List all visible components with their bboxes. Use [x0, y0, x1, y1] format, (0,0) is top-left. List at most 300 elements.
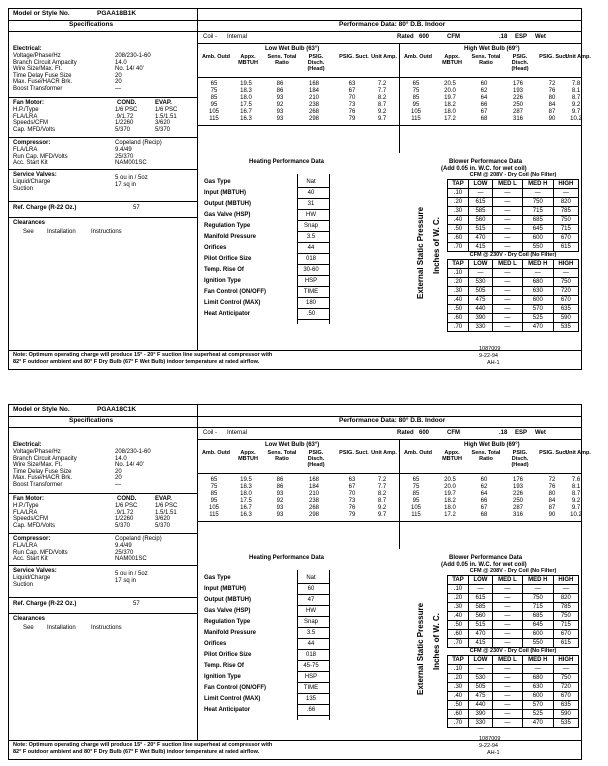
blower-cell: 630	[522, 682, 553, 691]
heat-item: Pilot Orifice Size	[204, 652, 252, 658]
cool-high-cell: 10.2	[570, 512, 582, 518]
heat-value: 135	[305, 696, 316, 702]
heat-item: Heat Anticipator	[204, 707, 251, 713]
cool-header: Appx. MBTUH	[442, 54, 462, 66]
fan-item: H.P./Type	[13, 503, 39, 509]
heat-value: 44	[307, 245, 315, 251]
fan-item: FLA/LRA	[13, 509, 38, 516]
rated-label: Rated	[397, 430, 414, 436]
blower-cell: 585	[468, 206, 492, 215]
rule	[297, 682, 329, 683]
blower-header: TAP	[448, 575, 469, 584]
heat-value: Snap	[303, 619, 318, 625]
comp-value: 25/370	[115, 153, 134, 160]
fan-item: Speeds/CFM	[13, 516, 49, 522]
rated-value: 600	[419, 34, 430, 40]
fan-evap-value: 5/370	[155, 522, 171, 529]
cool-low-cell: 93	[276, 491, 284, 497]
blower-grid	[447, 179, 579, 252]
blower-cell: —	[492, 206, 522, 215]
blower-table	[447, 649, 579, 728]
esp-label: ESP	[515, 34, 528, 40]
blower-cell: —	[492, 242, 522, 251]
heat-item: Ignition Type	[204, 278, 241, 284]
blower-cell: —	[492, 620, 522, 629]
cool-high-cell: 193	[512, 484, 523, 490]
blower-cell: 715	[522, 206, 553, 215]
blower-cell: —	[492, 709, 522, 718]
cool-high-cell: 18.0	[444, 505, 456, 511]
fan-cond-value: 1/2260	[115, 516, 134, 522]
blower-row	[448, 242, 579, 251]
divider	[297, 174, 298, 324]
blower-row	[448, 638, 579, 647]
cool-low-cell: 86	[276, 81, 284, 87]
spec-sheet-card-1	[8, 8, 591, 370]
blower-cell: —	[492, 691, 522, 700]
cool-high-cell: 68	[480, 116, 488, 122]
blower-cell: .20	[448, 277, 469, 286]
heat-item: Output (MBTUH)	[204, 201, 251, 207]
rule	[297, 242, 329, 243]
cool-high-cell: 250	[512, 102, 523, 108]
blower-cell: .10	[448, 584, 469, 593]
esp-value: .18	[499, 430, 508, 436]
blower-cell: .30	[448, 286, 469, 295]
cool-low-cell: 18.0	[240, 95, 252, 101]
comp-value: NAM001SC	[115, 556, 147, 562]
divider	[399, 439, 400, 549]
blower-cell: .70	[448, 718, 469, 727]
cool-high-cell: 105	[410, 505, 421, 511]
ref-label: Ref. Charge (R-22 Oz.)	[13, 205, 77, 211]
divider	[197, 9, 198, 351]
heat-value: .66	[306, 707, 316, 713]
cool-high-cell: 176	[512, 477, 523, 483]
blower-header-row	[448, 655, 579, 664]
note-line-1: Note: Optimum operating charge will produce 15° - 20° F suction line superheat at compressor with	[13, 742, 273, 749]
blower-header: LOW	[468, 179, 492, 188]
cool-low-cell: 7.7	[377, 88, 387, 94]
valves-title: Service Valves:	[13, 172, 57, 178]
blower-cell: 415	[468, 242, 492, 251]
blower-cell: —	[553, 268, 578, 277]
blower-cell: .60	[448, 233, 469, 242]
heat-value: HSP	[304, 278, 318, 284]
heat-item: Ignition Type	[204, 674, 241, 680]
comp-value: 25/370	[115, 549, 134, 556]
heat-value: 45-75	[303, 663, 319, 669]
blower-row	[448, 322, 579, 331]
cool-high-cell: 64	[480, 491, 488, 497]
blower-cell: .60	[448, 709, 469, 718]
rule	[197, 77, 581, 78]
rule	[297, 198, 329, 199]
clear-instr2: Instructions	[91, 625, 122, 631]
electrical-item: Max. Fuse/HACR Brk.	[13, 79, 73, 85]
coil-label: Coil -	[203, 34, 218, 40]
fan-cond-value: 5/370	[115, 522, 131, 529]
blower-cell: 330	[468, 322, 492, 331]
blower-cell: 615	[553, 242, 578, 251]
clear-title: Clearances	[13, 616, 46, 622]
cool-low-cell: 7.7	[377, 484, 387, 490]
divider	[297, 570, 298, 720]
coil-value: Internal	[227, 430, 248, 436]
code-1: 1087009	[479, 346, 501, 353]
heat-value: 180	[305, 300, 316, 306]
blower-cell: 750	[553, 673, 578, 682]
fan-evap-value: 1/6 PSC	[155, 503, 178, 509]
perf-title: Performance Data: 80° D.B. Indoor	[339, 21, 446, 28]
cool-low-cell: 93	[276, 109, 284, 115]
divider	[329, 174, 330, 324]
blower-cell: 685	[522, 215, 553, 224]
blower-cell: 680	[522, 277, 553, 286]
blower-cell: 750	[553, 611, 578, 620]
blower-row	[448, 313, 579, 322]
blower-cell: .10	[448, 268, 469, 277]
wc-vertical: Inches of W. C.	[432, 217, 441, 274]
cool-high-cell: 226	[512, 491, 523, 497]
cool-low-cell: 9.2	[377, 505, 387, 511]
rule	[297, 264, 329, 265]
clear-instr: Installation	[47, 229, 76, 235]
fan-cond-value: 5/370	[115, 126, 131, 133]
blower-row	[448, 664, 579, 673]
blower-cell: .40	[448, 295, 469, 304]
comp-item: FLA/LRA	[13, 543, 38, 549]
heat-item: Temp. Rise Of	[204, 663, 244, 669]
blower-cell: 475	[468, 295, 492, 304]
electrical-item: Voltage/Phase/Hz	[13, 53, 61, 59]
blower-cell: —	[492, 664, 522, 673]
heat-item: Pilot Orifice Size	[204, 256, 252, 262]
low-wet-bulb: Low Wet Bulb (63°)	[265, 442, 320, 448]
heat-title: Heating Performance Data	[249, 159, 325, 165]
cool-low-cell: 76	[348, 109, 356, 115]
blower-row	[448, 295, 579, 304]
electrical-value: —	[115, 85, 121, 92]
cool-high-cell: 66	[480, 102, 488, 108]
cool-low-cell: 8.7	[377, 102, 387, 108]
rule	[297, 704, 329, 705]
heat-item: Regulation Type	[204, 619, 251, 625]
heat-value: 44	[307, 641, 315, 647]
blower-header: LOW	[468, 575, 492, 584]
blower-row	[448, 629, 579, 638]
blower-grid	[447, 575, 579, 648]
cool-high-cell: 8.1	[571, 484, 581, 490]
fan-evap-value: 1/6 PSC	[155, 107, 178, 113]
cool-high-cell: 87	[548, 505, 556, 511]
blower-cell: —	[492, 215, 522, 224]
coil-label: Coil -	[203, 430, 218, 436]
perf-title: Performance Data: 80° D.B. Indoor	[339, 417, 446, 424]
heat-item: Gas Type	[204, 575, 231, 581]
code-3: AH-1	[487, 360, 500, 367]
valves-value: 5 ou in / 5oz	[115, 175, 148, 181]
blower-cell: —	[492, 673, 522, 682]
cool-high-cell: 17.2	[444, 116, 456, 122]
cool-high-cell: 67	[480, 109, 488, 115]
clear-see: See	[23, 625, 34, 631]
blower-cell: —	[492, 277, 522, 286]
blower-table-title: CFM @ 208V - Dry Coil (No Filter)	[469, 172, 557, 178]
blower-cell: —	[553, 664, 578, 673]
blower-cell: —	[522, 664, 553, 673]
cool-high-cell: 95	[412, 498, 420, 504]
blower-header-row	[448, 259, 579, 268]
rated-label: Rated	[397, 34, 414, 40]
heat-item: Limit Control (MAX)	[204, 300, 261, 306]
cool-high-cell: 85	[412, 95, 420, 101]
comp-item: Acc. Start Kit	[13, 160, 48, 166]
fan-item: Speeds/CFM	[13, 120, 49, 126]
clear-title: Clearances	[13, 220, 46, 226]
valves-value: 17 sq in	[115, 577, 137, 584]
rated-value: 600	[419, 430, 430, 436]
blower-table-title: CFM @ 230V - Dry Coil (No Filter)	[469, 252, 557, 258]
rule	[9, 597, 197, 598]
electrical-item: Branch Circuit Ampacity	[13, 59, 77, 66]
electrical-value: 208/230-1-60	[115, 53, 151, 59]
rule	[9, 31, 581, 32]
blower-cell: .50	[448, 700, 469, 709]
model-label: Model or Style No.	[13, 406, 70, 413]
rule	[297, 715, 329, 716]
blower-cell: 670	[553, 629, 578, 638]
comp-item: Run Cap. MFD/Volts	[13, 153, 68, 160]
blower-cell: 390	[468, 313, 492, 322]
blower-cell: 530	[468, 277, 492, 286]
rule	[297, 308, 329, 309]
cool-low-cell: 92	[276, 102, 284, 108]
cool-high-cell: 9.2	[571, 102, 581, 108]
model-label: Model or Style No.	[13, 10, 70, 17]
cool-high-cell: 19.7	[444, 491, 456, 497]
fan-title: Fan Motor:	[13, 100, 44, 106]
blower-row	[448, 691, 579, 700]
blower-cell: 615	[468, 593, 492, 602]
heat-value: HW	[306, 608, 316, 614]
cool-high-cell: 18.0	[444, 109, 456, 115]
cool-header: Unit Amp.	[371, 54, 397, 60]
cool-high-cell: 68	[480, 512, 488, 518]
comp-item: Run Cap. MFD/Volts	[13, 549, 68, 556]
cool-header: Amb. Outd	[403, 54, 433, 60]
cool-header: Unit Amp.	[565, 54, 591, 60]
heat-value: 018	[305, 652, 316, 658]
model-value: PGAA18C1K	[97, 406, 137, 413]
rule	[9, 427, 581, 428]
rule	[9, 169, 197, 170]
blower-table	[447, 173, 579, 252]
electrical-value: 14.0	[115, 59, 127, 66]
fan-cond-value: .9/1.72	[115, 113, 134, 120]
blower-sub: (Add 0.05 in. W.C. for wet coil)	[441, 166, 527, 172]
cool-low-cell: 16.7	[240, 505, 252, 511]
cool-high-cell: 72	[548, 477, 556, 483]
valves-title: Service Valves:	[13, 568, 57, 574]
blower-row	[448, 682, 579, 691]
blower-cell: —	[492, 322, 522, 331]
blower-cell: 585	[468, 602, 492, 611]
blower-cell: 720	[553, 286, 578, 295]
cool-header: PSIG. Suct.	[539, 54, 569, 60]
note-line-2: 82° F outdoor ambient and 80° F Dry Bulb (67° F Wet Bulb) indoor temperature at rated airflow.	[13, 749, 260, 756]
blower-cell: 820	[553, 197, 578, 206]
blower-cell: 390	[468, 709, 492, 718]
blower-title: Blower Performance Data	[449, 555, 523, 561]
fan-evap-value: 3/620	[155, 516, 171, 522]
heat-value: 40	[307, 190, 315, 196]
cool-low-cell: 19.5	[240, 477, 252, 483]
blower-cell: .70	[448, 242, 469, 251]
blower-header: MED H	[522, 179, 553, 188]
cool-high-cell: 80	[548, 491, 556, 497]
cool-low-cell: 65	[210, 477, 218, 483]
cool-high-cell: 20.0	[444, 484, 456, 490]
blower-cell: 470	[522, 718, 553, 727]
blower-header-row	[448, 179, 579, 188]
cool-low-cell: 268	[308, 109, 319, 115]
blower-cell: .70	[448, 322, 469, 331]
cool-header: Unit Amp.	[371, 450, 397, 456]
blower-row	[448, 709, 579, 718]
cool-low-cell: 115	[209, 116, 219, 122]
blower-cell: 670	[553, 233, 578, 242]
cool-low-cell: 238	[308, 498, 319, 504]
electrical-item: Branch Circuit Ampacity	[13, 455, 77, 462]
blower-header: HIGH	[553, 259, 578, 268]
blower-cell: 505	[468, 286, 492, 295]
cool-high-cell: 66	[480, 498, 488, 504]
cool-header: PSIG. Disch. (Head)	[307, 450, 325, 468]
rule	[9, 217, 197, 218]
cool-high-cell: 8.7	[571, 95, 581, 101]
heat-value: 018	[305, 256, 316, 262]
electrical-item: Boost Transformer	[13, 481, 63, 488]
cool-high-cell: 84	[548, 498, 556, 504]
rule	[297, 583, 329, 584]
cool-low-cell: 79	[348, 512, 356, 518]
blower-cell: 590	[553, 709, 578, 718]
cfm-label: CFM	[447, 34, 460, 40]
blower-grid	[447, 655, 579, 728]
blower-header: HIGH	[553, 655, 578, 664]
blower-cell: —	[492, 224, 522, 233]
blower-table-title: CFM @ 208V - Dry Coil (No Filter)	[469, 568, 557, 574]
cfm-label: CFM	[447, 430, 460, 436]
ref-value: 57	[133, 205, 140, 211]
cool-high-cell: 9.7	[571, 109, 581, 115]
blower-cell: .70	[448, 638, 469, 647]
cool-low-cell: 73	[348, 498, 356, 504]
cool-low-cell: 168	[308, 81, 319, 87]
cool-high-cell: 10.2	[570, 116, 582, 122]
blower-cell: .40	[448, 611, 469, 620]
blower-cell: .20	[448, 197, 469, 206]
valves-value: 5 ou in / 5oz	[115, 571, 148, 577]
electrical-value: 20	[115, 468, 122, 475]
heat-value: TIME	[303, 289, 319, 295]
blower-cell: 505	[468, 682, 492, 691]
low-wet-bulb: Low Wet Bulb (63°)	[265, 46, 320, 52]
blower-cell: —	[492, 638, 522, 647]
wet-label: Wet	[535, 430, 546, 436]
rule	[9, 137, 197, 138]
electrical-value: No. 14/ 40'	[115, 462, 144, 468]
heat-value: 47	[307, 597, 315, 603]
cool-low-cell: 238	[308, 102, 319, 108]
blower-header-row	[448, 575, 579, 584]
blower-cell: —	[492, 268, 522, 277]
blower-cell: .20	[448, 593, 469, 602]
specs-title: Specifications	[69, 21, 114, 28]
blower-header: HIGH	[553, 575, 578, 584]
clear-instr: Installation	[47, 625, 76, 631]
note-line-1: Note: Optimum operating charge will produce 15° - 20° F suction line superheat at compressor with	[13, 352, 273, 359]
blower-row	[448, 718, 579, 727]
rule	[297, 594, 329, 595]
blower-cell: —	[522, 188, 553, 197]
heat-item: Gas Valve (HSP)	[204, 608, 251, 614]
cool-low-cell: 18.3	[240, 88, 252, 94]
blower-row	[448, 593, 579, 602]
cool-high-cell: 76	[548, 484, 556, 490]
heat-item: Manifold Pressure	[204, 234, 257, 240]
heat-item: Input (MBTUH)	[204, 586, 246, 592]
blower-cell: .10	[448, 188, 469, 197]
heat-value: 3.5	[306, 630, 316, 636]
cool-low-cell: 16.3	[240, 512, 252, 518]
cool-low-cell: 79	[348, 116, 356, 122]
cool-high-cell: 90	[548, 512, 556, 518]
blower-cell: 615	[553, 638, 578, 647]
blower-header: MED L	[492, 259, 522, 268]
heat-value: 60	[307, 586, 315, 592]
heat-item: Output (MBTUH)	[204, 597, 251, 603]
cool-header: PSIG. Suct.	[339, 450, 369, 456]
code-2: 9-22-94	[479, 353, 498, 360]
cool-header: Sens. Total Ratio	[471, 54, 501, 66]
fan-item: Cap. MFD/Volts	[13, 126, 56, 133]
blower-cell: .30	[448, 206, 469, 215]
blower-cell: —	[492, 313, 522, 322]
blower-row	[448, 673, 579, 682]
fan-item: H.P./Type	[13, 107, 39, 113]
blower-cell: 470	[468, 233, 492, 242]
blower-table	[447, 253, 579, 332]
cool-high-cell: 105	[410, 109, 421, 115]
cool-header: PSIG. Suct.	[339, 54, 369, 60]
rule	[297, 671, 329, 672]
blower-cell: 645	[522, 224, 553, 233]
cool-low-cell: 9.7	[377, 116, 387, 122]
blower-cell: .50	[448, 304, 469, 313]
cool-header: Amb. Outd	[201, 54, 231, 60]
cool-high-cell: 75	[412, 484, 420, 490]
cool-high-cell: 67	[480, 505, 488, 511]
cool-high-cell: 17.2	[444, 512, 456, 518]
note-line-2: 82° F outdoor ambient and 80° F Dry Bulb (67° F Wet Bulb) indoor temperature at rated airflow.	[13, 359, 260, 366]
comp-value: 9.4/49	[115, 147, 132, 153]
fan-item: FLA/LRA	[13, 113, 38, 120]
rule	[297, 660, 329, 661]
rule	[297, 605, 329, 606]
blower-table-title: CFM @ 230V - Dry Coil (No Filter)	[469, 648, 557, 654]
